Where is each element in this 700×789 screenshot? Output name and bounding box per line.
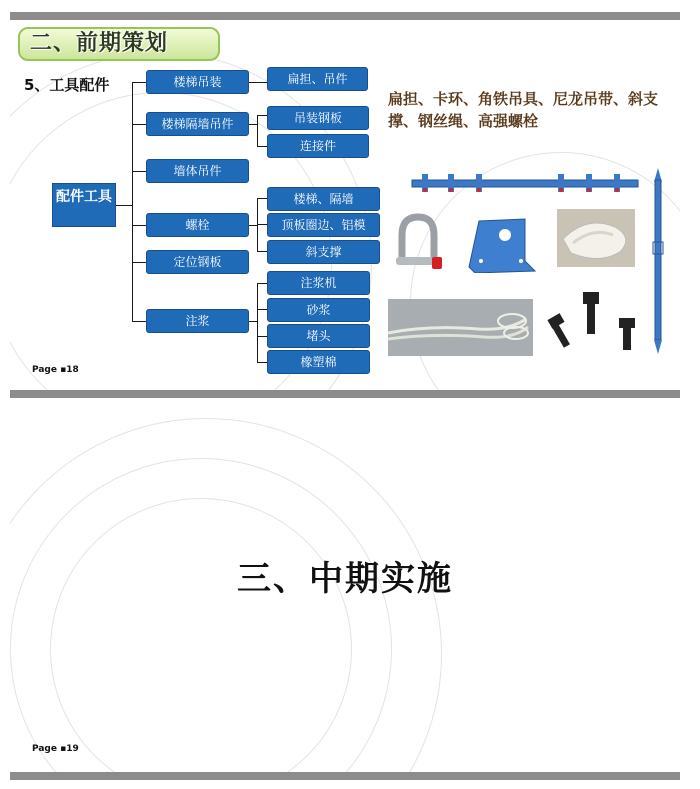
slide-19 <box>10 398 680 780</box>
item-plug: 堵头 <box>267 324 370 348</box>
shackle-image <box>392 213 444 273</box>
connector-line <box>249 124 257 125</box>
item-diagonal-brace: 斜支撑 <box>267 240 380 264</box>
connector-line <box>257 115 267 116</box>
connector-line <box>257 251 267 252</box>
nylon-sling-image <box>557 209 635 267</box>
connector-line <box>132 124 146 125</box>
connector-line <box>132 82 146 83</box>
category-bolt: 螺栓 <box>146 213 249 237</box>
item-slab-edge: 顶板圈边、铝模 <box>267 213 380 237</box>
slide-bottom-bar <box>10 772 680 780</box>
item-beam-hook: 扁担、吊件 <box>267 67 368 91</box>
wire-rope-image <box>388 299 533 356</box>
category-stair-wall-lifting: 楼梯隔墙吊件 <box>146 112 249 136</box>
connector-line <box>249 82 267 83</box>
high-strength-bolt-image <box>543 292 643 354</box>
connector-line <box>132 225 146 226</box>
item-connector: 连接件 <box>267 134 369 158</box>
item-stair-wall: 楼梯、隔墙 <box>267 187 380 211</box>
connector-line <box>249 321 257 322</box>
slide-title: 二、前期策划 <box>18 27 220 61</box>
connector-line <box>132 171 146 172</box>
item-foam-strip: 橡塑棉 <box>267 350 370 374</box>
slide-top-bar <box>10 12 680 20</box>
section-heading: 5、工具配件 <box>24 76 110 94</box>
category-positioning-plate: 定位钢板 <box>146 250 249 274</box>
tools-description: 扁担、卡环、角铁吊具、尼龙吊带、斜支撑、钢丝绳、高强螺栓 <box>388 90 659 130</box>
connector-line <box>132 262 146 263</box>
item-lifting-plate: 吊装钢板 <box>267 106 369 130</box>
page-number: Page ▪18 <box>32 365 79 375</box>
diagonal-brace-image <box>650 168 666 354</box>
root-node: 配件工具 <box>52 183 116 227</box>
item-grouting-machine: 注浆机 <box>267 271 370 295</box>
slide-title: 三、中期实施 <box>237 559 453 599</box>
category-wall-lifting: 墙体吊件 <box>146 159 249 183</box>
connector-line <box>257 224 267 225</box>
connector-line <box>116 205 132 206</box>
category-grouting: 注浆 <box>146 309 249 333</box>
background-swirl <box>50 498 352 780</box>
connector-line <box>257 198 267 199</box>
item-mortar: 砂浆 <box>267 298 370 322</box>
category-stair-lifting: 楼梯吊装 <box>146 70 249 94</box>
slide-18 <box>10 12 680 398</box>
connector-line <box>257 283 267 284</box>
lifting-beam-image <box>410 168 642 198</box>
connector-line <box>257 336 267 337</box>
angle-iron-spreader-image <box>465 215 539 273</box>
slide-bottom-bar <box>10 390 680 398</box>
connector-line <box>257 283 258 363</box>
connector-line <box>257 146 267 147</box>
connector-line <box>257 198 258 252</box>
connector-line <box>132 82 133 322</box>
page-number: Page ▪19 <box>32 744 79 754</box>
connector-line <box>257 115 258 147</box>
connector-line <box>257 309 267 310</box>
connector-line <box>249 225 257 226</box>
connector-line <box>132 321 146 322</box>
connector-line <box>257 362 267 363</box>
